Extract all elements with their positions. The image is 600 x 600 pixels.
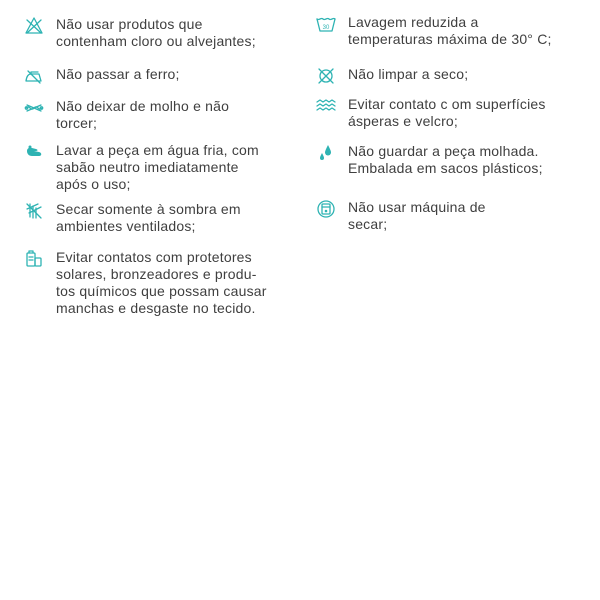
care-item-text: Não usar produtos que contenham cloro ou alvejantes; — [56, 16, 256, 49]
care-item-text: Não passar a ferro; — [56, 66, 180, 82]
no-iron-icon — [24, 66, 44, 86]
care-item-shade-dry — [24, 201, 286, 235]
care-item-sunscreen — [24, 249, 286, 317]
shade-dry-icon — [24, 201, 44, 221]
no-dry-clean-icon — [316, 66, 336, 86]
hand-wash-icon — [24, 142, 44, 162]
care-item-rough-surface — [316, 96, 573, 130]
care-item-hand-wash — [24, 142, 286, 193]
care-item-text: Não guardar a peça molhada. Embalada em sacos plásticos; — [348, 143, 543, 176]
care-item-no-bleach — [24, 16, 286, 50]
care-item-no-wet-storage — [316, 143, 573, 177]
care-item-text: Evitar contato c om superfícies ásperas e velcro; — [348, 96, 546, 129]
care-item-text: Evitar contatos com protetores solares, bronzeadores e produ- tos químicos que possam causar manchas e desgaste no tecido. — [56, 249, 267, 316]
care-item-no-iron — [24, 66, 286, 86]
svg-text:30: 30 — [322, 25, 330, 31]
care-item-text: Não limpar a seco; — [348, 66, 469, 82]
care-item-text: Secar somente à sombra em ambientes ventilados; — [56, 201, 241, 234]
care-item-no-dryer — [316, 199, 573, 233]
no-bleach-icon — [24, 16, 44, 36]
wash-30-icon — [316, 14, 336, 34]
care-item-text: Lavagem reduzida a temperaturas máxima de 30° C; — [348, 14, 552, 47]
care-item-text: Lavar a peça em água fria, com sabão neutro imediatamente após o uso; — [56, 142, 259, 192]
care-item-text: Não usar máquina de secar; — [348, 199, 486, 232]
sunscreen-icon — [24, 249, 44, 269]
no-dryer-icon — [316, 199, 336, 219]
rough-surface-icon — [316, 96, 336, 116]
care-item-no-soak-wring — [24, 98, 286, 132]
water-drops-icon — [316, 143, 336, 163]
care-item-text: Não deixar de molho e não torcer; — [56, 98, 230, 131]
care-item-no-dry-clean — [316, 66, 573, 86]
no-soak-wring-icon — [24, 98, 44, 118]
care-item-wash-30 — [316, 14, 573, 48]
